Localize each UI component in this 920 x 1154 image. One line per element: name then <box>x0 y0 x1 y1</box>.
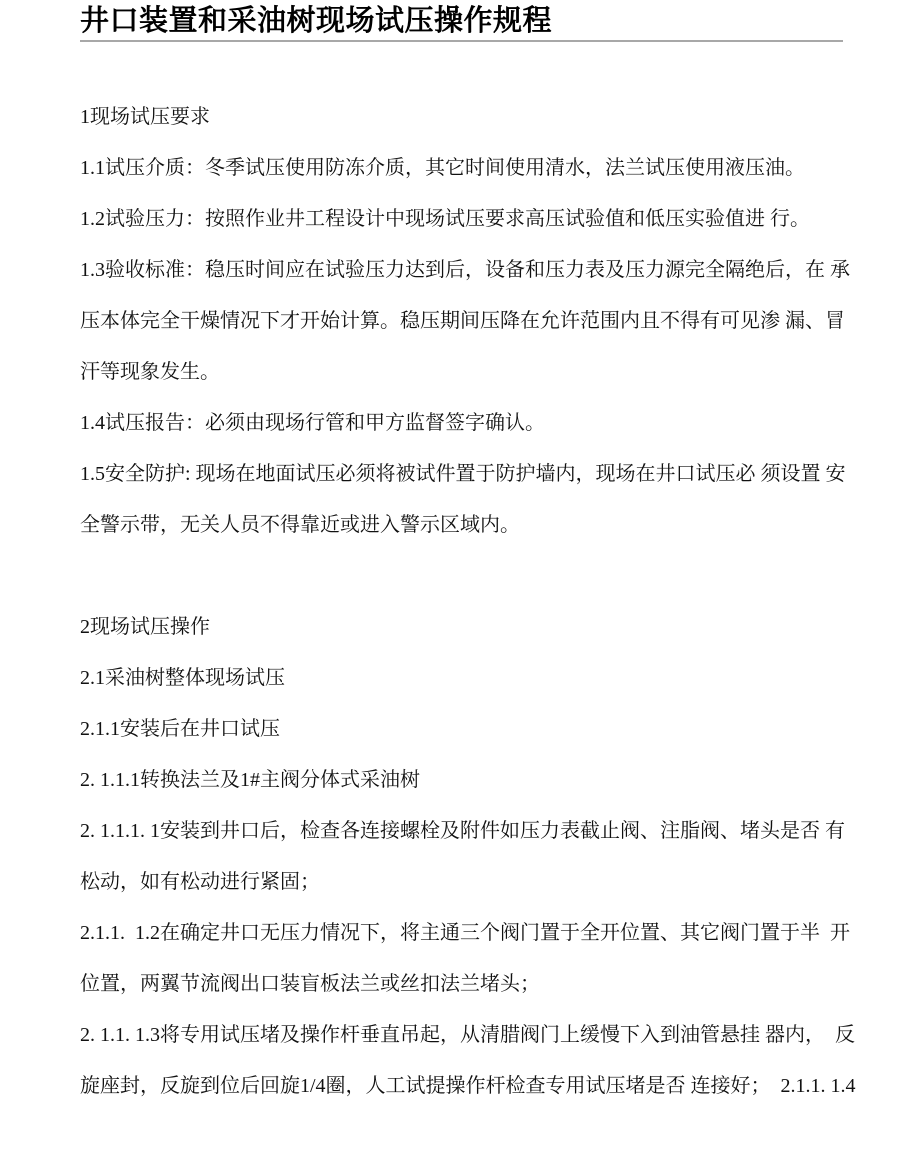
paragraph-line: 2.1.1. 1.2在确定井口无压力情况下，将主通三个阀门置于全开位置、其它阀门置于半 开 <box>80 922 850 944</box>
paragraph-line: 1.2试验压力：按照作业井工程设计中现场试压要求高压试验值和低压实验值进 行。 <box>80 208 810 230</box>
heading-2-1 <box>80 653 850 704</box>
paragraph-1-2 <box>80 194 850 245</box>
heading-2-1-1 <box>80 704 850 755</box>
paragraph-line: 位置，两翼节流阀出口装盲板法兰或丝扣法兰堵头； <box>80 973 540 995</box>
section-heading-1 <box>80 92 850 143</box>
blank-line <box>80 551 850 602</box>
title-underline <box>80 40 843 42</box>
paragraph-line: 2. 1.1.1. 1安装到井口后，检查各连接螺栓及附件如压力表截止阀、注脂阀、堵头是否 有 <box>80 820 845 842</box>
paragraph-line: 全警示带，无关人员不得靠近或进入警示区域内。 <box>80 514 520 536</box>
document-body <box>80 92 856 1112</box>
paragraph-line: 2. 1.1. 1.3将专用试压堵及操作杆垂直吊起，从清腊阀门上缓慢下入到油管悬挂 器内， 反 <box>80 1024 855 1046</box>
heading-2-1-1-1 <box>80 755 850 806</box>
heading-line: 2现场试压操作 <box>80 616 210 638</box>
heading-line: 2.1.1安装后在井口试压 <box>80 718 280 740</box>
paragraph-line: 1.3验收标准：稳压时间应在试验压力达到后，设备和压力表及压力源完全隔绝后，在 承 <box>80 259 850 281</box>
paragraph-1-1 <box>80 143 850 194</box>
heading-line: 2.1采油树整体现场试压 <box>80 667 285 689</box>
section-heading-2 <box>80 602 850 653</box>
paragraph-2-1-1-1-2 <box>80 908 850 1010</box>
paragraph-line: 旋座封，反旋到位后回旋1/4圈，人工试提操作杆检查专用试压堵是否 连接好； 2.1.1. 1.4 <box>80 1075 856 1097</box>
heading-line: 1现场试压要求 <box>80 106 210 128</box>
paragraph-line: 1.5安全防护: 现场在地面试压必须将被试件置于防护墙内，现场在井口试压必 须设置 安 <box>80 463 846 485</box>
paragraph-line: 汗等现象发生。 <box>80 361 220 383</box>
paragraph-1-5 <box>80 449 850 551</box>
paragraph-line: 压本体完全干燥情况下才开始计算。稳压期间压降在允许范围内且不得有可见渗 漏、冒 <box>80 310 845 332</box>
paragraph-2-1-1-1-1 <box>80 806 850 908</box>
paragraph-line: 松动，如有松动进行紧固； <box>80 871 320 893</box>
heading-line: 2. 1.1.1转换法兰及1#主阀分体式采油树 <box>80 769 420 791</box>
document-title: 井口装置和采油树现场试压操作规程 <box>80 5 553 37</box>
paragraph-line: 1.4试压报告：必须由现场行管和甲方监督签字确认。 <box>80 412 545 434</box>
paragraph-1-4 <box>80 398 850 449</box>
paragraph-2-1-1-1-3 <box>80 1010 856 1112</box>
paragraph-1-3 <box>80 245 850 398</box>
paragraph-line: 1.1试压介质：冬季试压使用防冻介质，其它时间使用清水，法兰试压使用液压油。 <box>80 157 805 179</box>
